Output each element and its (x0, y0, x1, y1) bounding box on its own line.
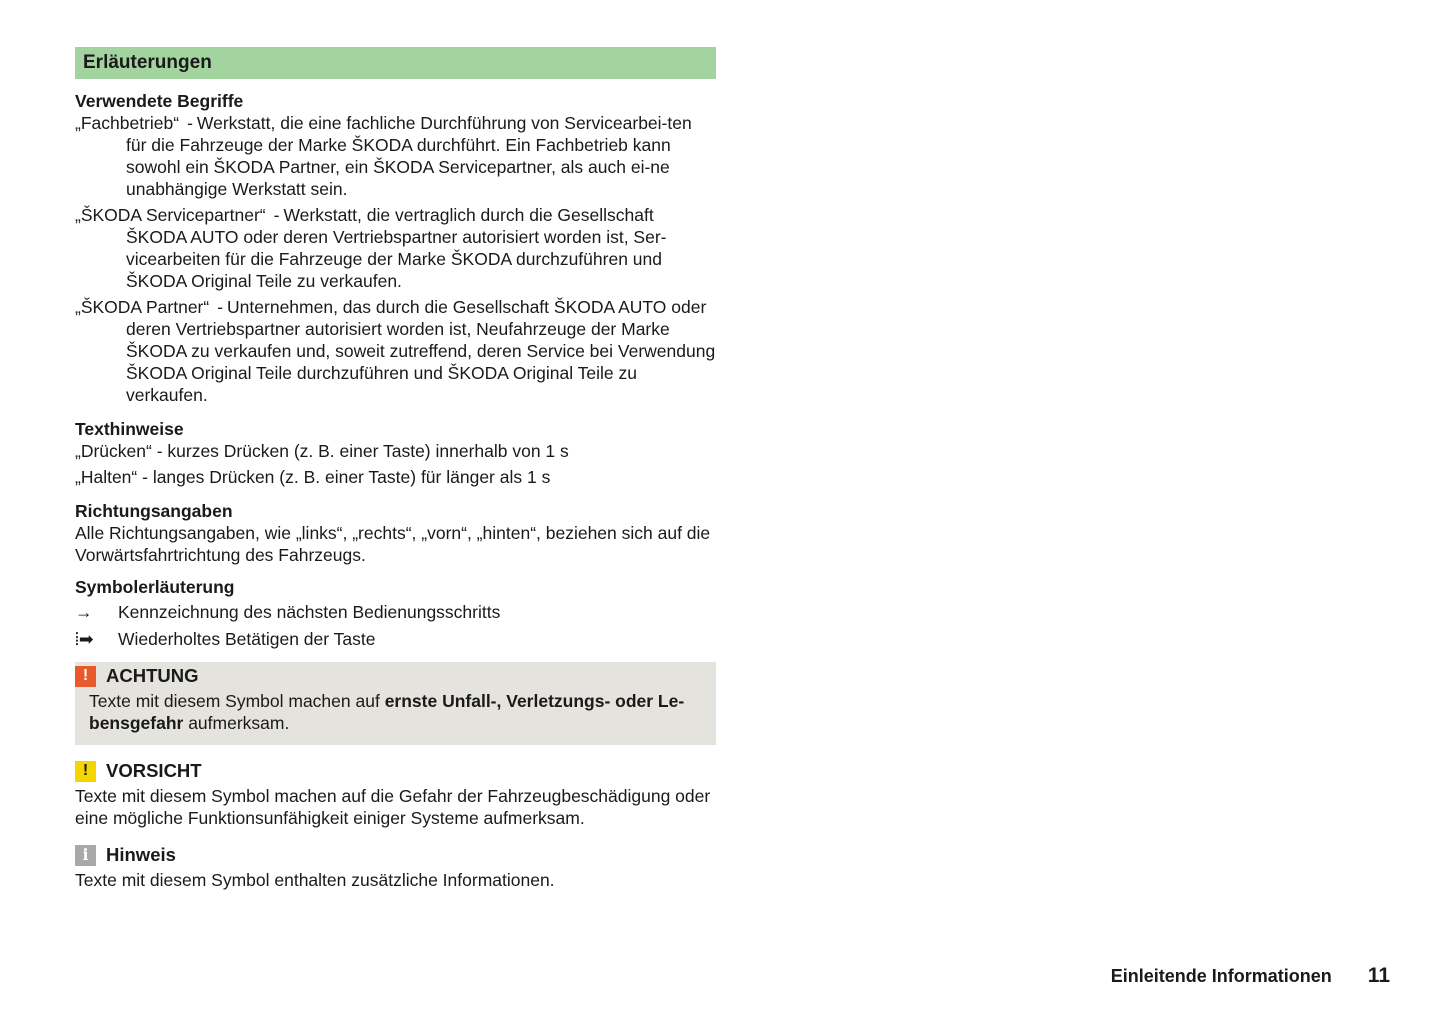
text-hint: „Drücken“ - kurzes Drücken (z. B. einer Taste) innerhalb von 1 s (75, 441, 569, 461)
warning-title: ACHTUNG (106, 665, 199, 686)
content-column (75, 47, 716, 891)
hint-label: „Halten“ (75, 467, 138, 487)
symbol-row (75, 625, 716, 652)
note-text: Texte mit diesem Symbol enthalten zusätzliche Informationen. (75, 870, 555, 890)
caution-header (75, 759, 716, 783)
term-definition: „Fachbetrieb“ - Werkstatt, die eine fachliche Durchführung von Servicearbei-ten für die Fahrzeuge der Marke ŠKODA durchführt. Ein Fachbetrieb kann sowohl ein ŠKODA Partner, ein ŠKODA Servicepartner, als auch ei-ne unabhängige Werkstatt sein. (75, 113, 692, 199)
note-block (75, 843, 716, 891)
hint-label: „Drücken“ (75, 441, 152, 461)
warning-text-bold: ernste Unfall-, Verletzungs- oder Le-bensgefahr (89, 691, 685, 733)
text-hint: „Halten“ - langes Drücken (z. B. einer Taste) für länger als 1 s (75, 467, 551, 487)
directions-heading: Richtungsangaben (75, 501, 233, 521)
term-text: Werkstatt, die vertraglich durch die Gesellschaft ŠKODA AUTO oder deren Vertriebspartner autorisiert worden ist, Ser-vicearbeiten für die Fahrzeuge der Marke ŠKODA durchzuführen und ŠKODA Original Teile zu verkaufen. (126, 205, 667, 291)
term-definition: „ŠKODA Servicepartner“ - Werkstatt, die vertraglich durch die Gesellschaft ŠKODA AUTO oder deren Vertriebspartner autorisiert worden ist, Ser-vicearbeiten für die Fahrzeuge der Marke ŠKODA durchzuführen und ŠKODA Original Teile zu verkaufen. (75, 205, 667, 291)
warning-text (89, 690, 704, 734)
directions-text: Alle Richtungsangaben, wie „links“, „rechts“, „vorn“, „hinten“, beziehen sich auf die Vorwärtsfahrtrichtung des Fahrzeugs. (75, 523, 711, 565)
warning-text-b: aufmerksam. (183, 713, 290, 733)
term-definition: „ŠKODA Partner“ - Unternehmen, das durch die Gesellschaft ŠKODA AUTO oder deren Vertriebspartner autorisiert worden ist, Neufahrzeuge der Marke ŠKODA zu verkaufen und, soweit zutreffend, deren Service bei Verwendung ŠKODA Original Teile durchzuführen und ŠKODA Original Teile zu verkaufen. (75, 297, 716, 405)
term-label: „Fachbetrieb“ (75, 113, 180, 133)
warning-text-a: Texte mit diesem Symbol machen auf (89, 691, 385, 711)
term-label: „ŠKODA Servicepartner“ (75, 205, 266, 225)
symbol-text: Kennzeichnung des nächsten Bedienungsschritts (118, 601, 501, 622)
chapter-label: Einleitende Informationen (1110, 966, 1332, 986)
arrow-right-icon: → (75, 601, 93, 622)
hint-text: langes Drücken (z. B. einer Taste) für länger als 1 s (152, 467, 551, 487)
symbols-heading: Symbolerläuterung (75, 577, 235, 597)
text-hints-heading: Texthinweise (75, 419, 184, 439)
repeat-press-icon: ⦙➡ (75, 628, 94, 649)
section-title: Erläuterungen (75, 47, 716, 79)
page-number: 11 (1367, 964, 1390, 987)
info-icon: i (75, 845, 96, 866)
warning-box (75, 662, 716, 745)
term-label: „ŠKODA Partner“ (75, 297, 210, 317)
page-footer (1111, 965, 1390, 987)
symbol-row (75, 598, 716, 625)
terms-heading: Verwendete Begriffe (75, 91, 244, 111)
symbol-text: Wiederholtes Betätigen der Taste (118, 628, 376, 649)
note-header (75, 843, 716, 867)
warning-header (75, 664, 704, 688)
caution-icon: ! (75, 761, 96, 782)
warning-icon: ! (75, 666, 96, 687)
note-title: Hinweis (106, 844, 176, 865)
caution-text: Texte mit diesem Symbol machen auf die Gefahr der Fahrzeugbeschädigung oder eine mögliche Funktionsunfähigkeit einiger Systeme aufmerksam. (75, 786, 711, 828)
term-text: Werkstatt, die eine fachliche Durchführung von Servicearbei-ten für die Fahrzeuge der Marke ŠKODA durchführt. Ein Fachbetrieb kann sowohl ein ŠKODA Partner, ein ŠKODA Servicepartner, als auch ei-ne unabhängige Werkstatt sein. (126, 113, 692, 199)
caution-title: VORSICHT (106, 760, 202, 781)
caution-block (75, 759, 716, 829)
hint-text: kurzes Drücken (z. B. einer Taste) innerhalb von 1 s (167, 441, 569, 461)
term-text: Unternehmen, das durch die Gesellschaft ŠKODA AUTO oder deren Vertriebspartner autorisiert worden ist, Neufahrzeuge der Marke ŠKODA zu verkaufen und, soweit zutreffend, deren Service bei Verwendung ŠKODA Original Teile durchzuführen und ŠKODA Original Teile zu verkaufen. (126, 297, 716, 405)
